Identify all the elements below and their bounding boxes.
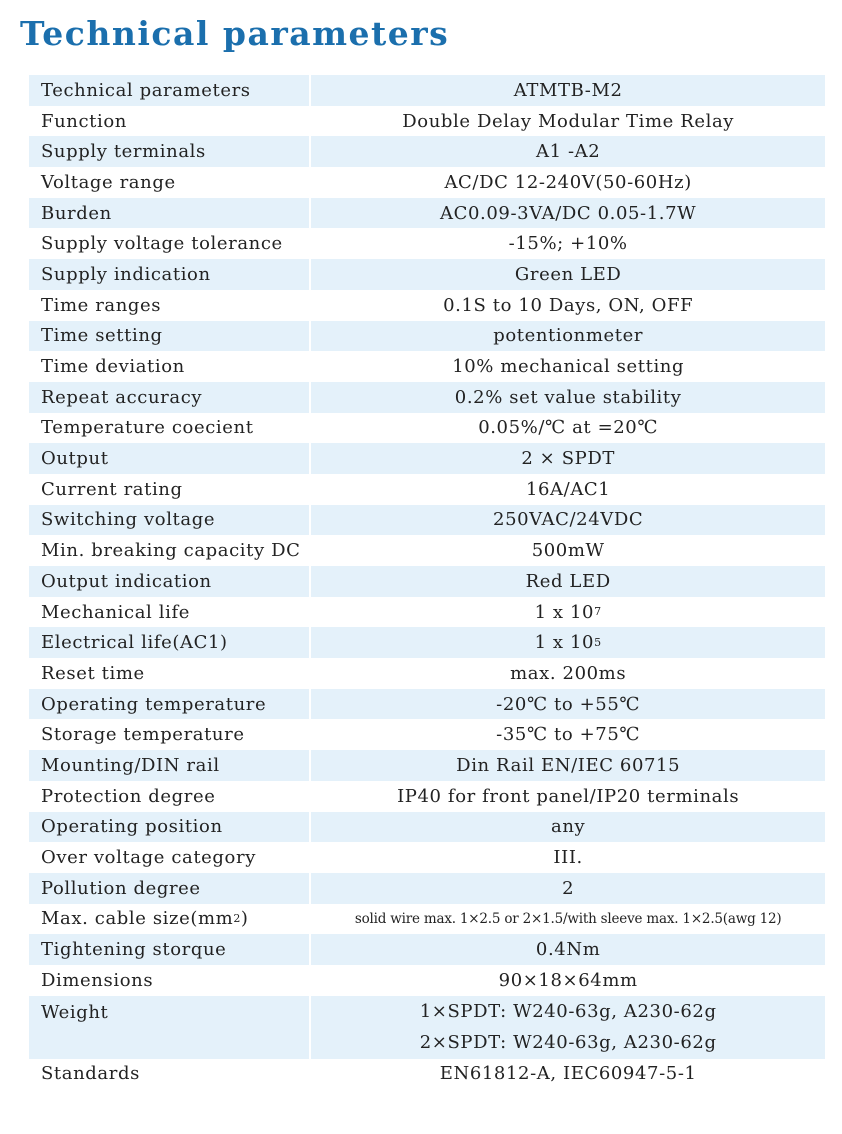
table-row (29, 842, 825, 873)
parameter-value: AC/DC 12-240V(50-60Hz) (444, 171, 692, 193)
parameter-value (311, 996, 825, 1059)
parameter-value: 90×18×64mm (498, 969, 638, 991)
parameter-value: -35℃ to +75℃ (496, 724, 641, 746)
table-row (29, 627, 825, 658)
parameter-label: Tightening storque (29, 934, 309, 965)
parameter-label: Pollution degree (29, 873, 309, 904)
parameter-label: Over voltage category (41, 847, 256, 869)
parameter-label: Operating temperature (29, 689, 309, 720)
table-row (29, 413, 825, 444)
parameter-label: Time ranges (41, 294, 162, 316)
value-line-2: 2×SPDT: W240-63g, A230-62g (419, 1032, 717, 1054)
parameter-value: 10% mechanical setting (452, 356, 685, 378)
parameter-label: Repeat accuracy (29, 382, 309, 413)
table-row (29, 198, 825, 229)
table-row (29, 812, 825, 843)
parameter-value: potentionmeter (311, 321, 825, 352)
parameter-value: Green LED (311, 259, 825, 290)
table-row (29, 321, 825, 352)
table-row (29, 290, 825, 321)
parameter-value: Din Rail EN/IEC 60715 (311, 750, 825, 781)
parameter-value: max. 200ms (510, 662, 627, 684)
parameter-label: Current rating (41, 478, 183, 500)
table-row (29, 965, 825, 996)
label-suffix: ) (240, 908, 249, 930)
parameter-value: IP40 for front panel/IP20 terminals (397, 785, 740, 807)
parameter-value: 250VAC/24VDC (311, 505, 825, 536)
parameter-label: Supply indication (29, 259, 309, 290)
parameter-value: 0.2% set value stability (311, 382, 825, 413)
table-row (29, 750, 825, 781)
parameter-label: Storage temperature (41, 724, 245, 746)
table-row (29, 167, 825, 198)
parameter-label: Standards (41, 1063, 140, 1085)
table-row (29, 351, 825, 382)
parameter-label: Time deviation (41, 356, 185, 378)
parameter-value: 1 x 10 7 (534, 601, 602, 623)
parameter-label: Protection degree (41, 785, 216, 807)
technical-parameters-table (29, 75, 825, 1089)
value-base: 1 x 10 (534, 632, 595, 654)
table-row (29, 996, 825, 1059)
parameter-value: -20℃ to +55℃ (311, 689, 825, 720)
table-row (29, 934, 825, 965)
table-row (29, 658, 825, 689)
table-row (29, 474, 825, 505)
value-base: 1 x 10 (534, 601, 595, 623)
parameter-label: Output (29, 443, 309, 474)
table-row (29, 1059, 825, 1090)
table-row (29, 566, 825, 597)
parameter-value: 2 (311, 873, 825, 904)
parameter-label: Burden (29, 198, 309, 229)
parameter-value: 500mW (531, 540, 605, 562)
parameter-label: Mounting/DIN rail (29, 750, 309, 781)
parameter-label: Electrical life(AC1) (29, 627, 309, 658)
table-row (29, 228, 825, 259)
parameter-value: 2 × SPDT (311, 443, 825, 474)
parameter-value: 0.05%/℃ at =20℃ (478, 417, 659, 439)
parameter-label: Weight (29, 996, 309, 1059)
parameter-value: EN61812-A, IEC60947-5-1 (439, 1063, 697, 1085)
table-row (29, 873, 825, 904)
table-row (29, 259, 825, 290)
parameter-value: 0.1S to 10 Days, ON, OFF (443, 294, 694, 316)
parameter-label: Dimensions (41, 969, 154, 991)
parameter-label: Switching voltage (29, 505, 309, 536)
parameter-label: Supply terminals (29, 136, 309, 167)
parameter-label: Technical parameters (29, 75, 309, 106)
parameter-label: Supply voltage tolerance (41, 233, 283, 255)
parameter-value: 0.4Nm (311, 934, 825, 965)
table-row (29, 75, 825, 106)
table-row (29, 719, 825, 750)
parameter-label: Max. cable size(mm 2 ) (41, 908, 249, 930)
label-base: Max. cable size(mm (41, 908, 234, 930)
parameter-value: ATMTB-M2 (311, 75, 825, 106)
table-row (29, 443, 825, 474)
table-row (29, 689, 825, 720)
table-row (29, 535, 825, 566)
parameter-label: Reset time (41, 662, 145, 684)
page-title: Technical parameters (20, 14, 450, 53)
table-row (29, 106, 825, 137)
parameter-value: -15%; +10% (508, 233, 628, 255)
table-row (29, 781, 825, 812)
parameter-label: Function (41, 110, 127, 132)
parameter-value: Double Delay Modular Time Relay (402, 110, 735, 132)
parameter-label: Voltage range (41, 171, 176, 193)
parameter-value: solid wire max. 1×2.5 or 2×1.5/with sleeve max. 1×2.5(awg 12) (354, 910, 782, 927)
parameter-label: Temperature coecient (41, 417, 254, 439)
parameter-label: Min. breaking capacity DC (41, 540, 301, 562)
parameter-value: 1 x 10 5 (311, 627, 825, 658)
parameter-value: A1 -A2 (311, 136, 825, 167)
parameter-label: Output indication (29, 566, 309, 597)
parameter-value: Red LED (311, 566, 825, 597)
table-row (29, 904, 825, 935)
parameter-value: AC0.09-3VA/DC 0.05-1.7W (311, 198, 825, 229)
parameter-label: Time setting (29, 321, 309, 352)
parameter-value: III. (553, 847, 583, 869)
value-line-1: 1×SPDT: W240-63g, A230-62g (419, 1001, 717, 1023)
parameter-label: Mechanical life (41, 601, 190, 623)
table-row (29, 505, 825, 536)
parameter-value: 16A/AC1 (525, 478, 611, 500)
table-row (29, 382, 825, 413)
table-row (29, 136, 825, 167)
parameter-value: any (311, 812, 825, 843)
parameter-label: Operating position (29, 812, 309, 843)
table-row (29, 597, 825, 628)
